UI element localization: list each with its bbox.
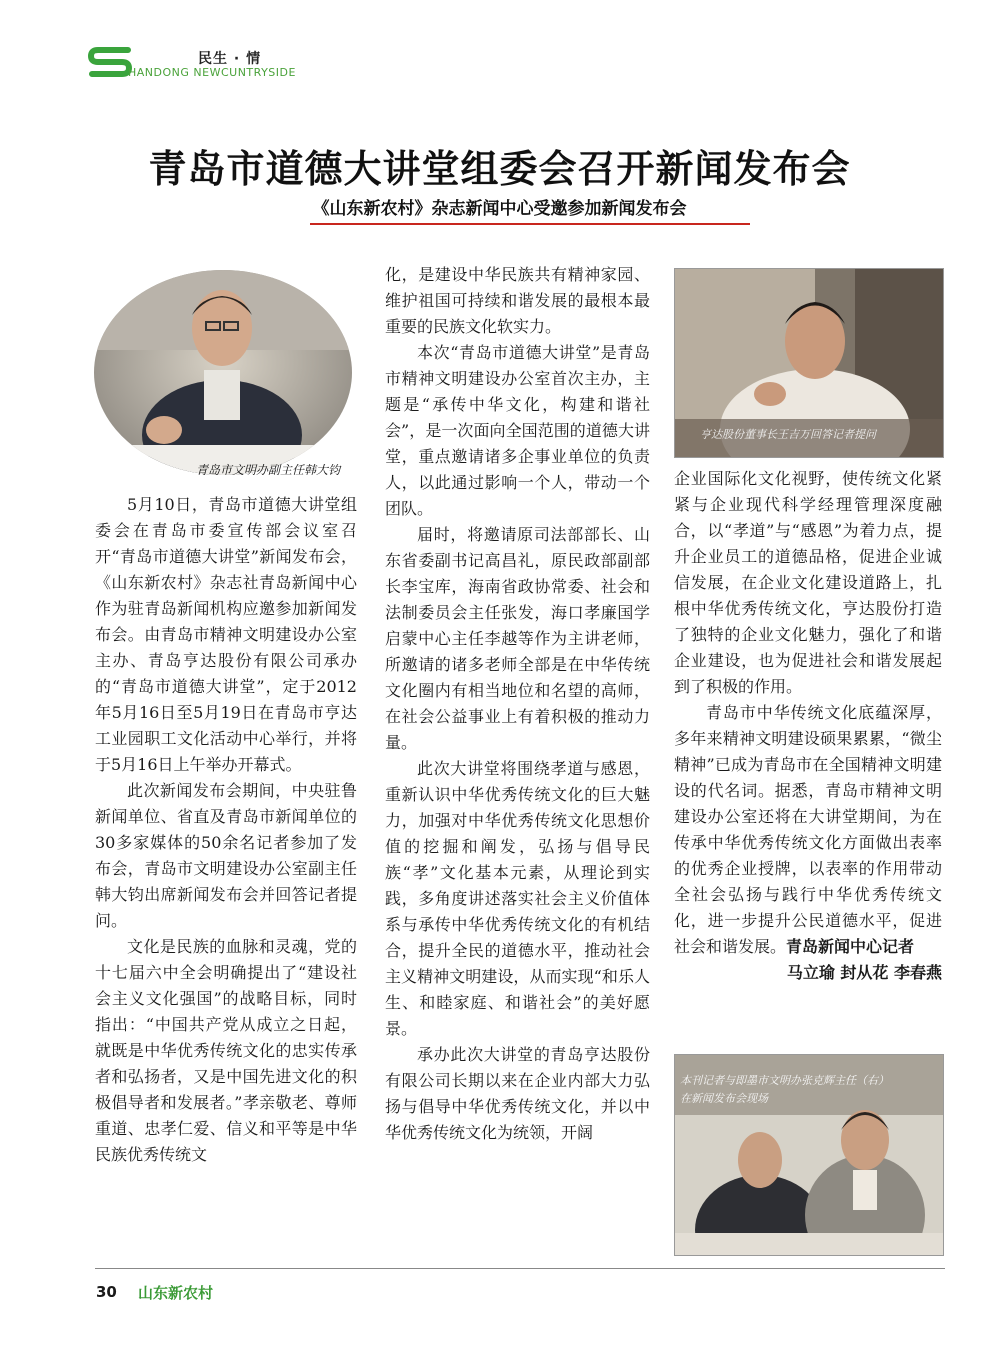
paragraph: 化，是建设中华民族共有精神家园、维护祖国可持续和谐发展的最根本最重要的民族文化软实力。 [385,265,650,336]
article-title: 青岛市道德大讲堂组委会召开新闻发布会 [148,147,851,191]
meeting-caption-line2: 在新闻发布会现场 [680,1092,768,1105]
portrait-caption: 青岛市文明办副主任韩大钧 [196,463,341,477]
paragraph [674,700,942,960]
paragraph: 此次大讲堂将围绕孝道与感恩，重新认识中华优秀传统文化的巨大魅力，加强对中华优秀传统文化思想价值的挖掘和阐发，弘扬与倡导民族“孝”文化基本元素，从理论到实践，多角度讲述落实社会主义价值体系与承传中华优秀传统文化的有机结合，提升全民的道德水平，推动社会主义精神文明建设，从而实现“和乐人生、和睦家庭、和谐社会”的美好愿景。 [385,759,650,1038]
paragraph: 5月10日，青岛市道德大讲堂组委会在青岛市委宣传部会议室召开“青岛市道德大讲堂”新闻发布会，《山东新农村》杂志社青岛新闻中心作为驻青岛新闻机构应邀参加新闻发布会。由青岛市精神文明建设办公室主办、青岛亨达股份有限公司承办的“青岛市道德大讲堂”，定于2012年5月16日至5月19日在青岛市亨达工业园职工文化活动中心举行，并将于5月16日上午举办开幕式。 [95,495,357,774]
magazine-english-name: HANDONG NEWCUNTRYSIDE [128,66,296,79]
article-column-3 [674,466,942,986]
interview-caption: 亨达股份董事长王吉万回答记者提问 [700,428,876,441]
byline-reporters: 马立瑜 封从花 李春燕 [786,963,942,982]
article-column-2 [385,262,650,1146]
paragraph: 此次新闻发布会期间，中央驻鲁新闻单位、省直及青岛市新闻单位的30多家媒体的50余名记者参加了发布会，青岛市文明建设办公室副主任韩大钧出席新闻发布会并回答记者提问。 [95,781,357,930]
paragraph: 文化是民族的血脉和灵魂，党的十七届六中全会明确提出了“建设社会主义文化强国”的战略目标，同时指出：“中国共产党从成立之日起，就既是中华优秀传统文化的忠实传承者和弘扬者，又是中国先进文化的积极倡导者和发展者。”孝亲敬老、尊师重道、忠孝仁爱、信义和平等是中华民族优秀传统文 [95,937,357,1164]
byline-center: 青岛新闻中心记者 [786,937,915,956]
paragraph: 本次“青岛市道德大讲堂”是青岛市精神文明建设办公室首次主办，主题是“承传中华文化，构建和谐社会”，是一次面向全国范围的道德大讲堂，重点邀请诸多企事业单位的负责人，以此通过影响一个人，带动一个团队。 [385,343,650,518]
article-subtitle: 《山东新农村》杂志新闻中心受邀参加新闻发布会 [312,199,687,219]
portrait-photo [94,270,352,475]
paragraph: 届时，将邀请原司法部部长、山东省委副书记高昌礼，原民政部副部长李宝库，海南省政协常委、社会和法制委员会主任张发，海口孝廉国学启蒙中心主任李越等作为主讲老师，所邀请的诸多老师全部是在中华传统文化圈内有相当地位和名望的高师，在社会公益事业上有着积极的推动力量。 [385,525,650,752]
footer-magazine-logo: 山东新农村 [138,1284,214,1302]
meeting-caption-line1: 本刊记者与即墨市文明办张克辉主任（右） [680,1074,889,1087]
magazine-logo-s-icon [88,44,132,80]
section-label: 民生 · 情 [198,51,262,67]
paragraph-text: 青岛市中华传统文化底蕴深厚，多年来精神文明建设硕果累累，“微尘精神”已成为青岛市在全国精神文明建设的代名词。据悉，青岛市精神文明建设办公室还将在大讲堂期间，为在传承中华优秀传统文化方面做出表率的优秀企业授牌，以表率的作用带动全社会弘扬与践行中华优秀传统文化，进一步提升公民道德水平，促进社会和谐发展。 [674,703,942,956]
subtitle-underline [310,223,750,225]
page-number: 30 [96,1283,117,1301]
paragraph: 企业国际化文化视野，使传统文化紧紧与企业现代科学经理管理深度融合，以“孝道”与“感恩”为着力点，提升企业员工的道德品格，促进企业诚信发展，在企业文化建设道路上，扎根中华优秀传统文化，亨达股份打造了独特的企业文化魅力，强化了和谐企业建设，也为促进社会和谐发展起到了积极的作用。 [674,469,942,696]
paragraph: 承办此次大讲堂的青岛亨达股份有限公司长期以来在企业内部大力弘扬与倡导中华优秀传统文化，并以中华优秀传统文化为统领，开阔 [385,1045,650,1142]
article-column-1 [95,492,357,1168]
footer-divider [95,1268,945,1269]
